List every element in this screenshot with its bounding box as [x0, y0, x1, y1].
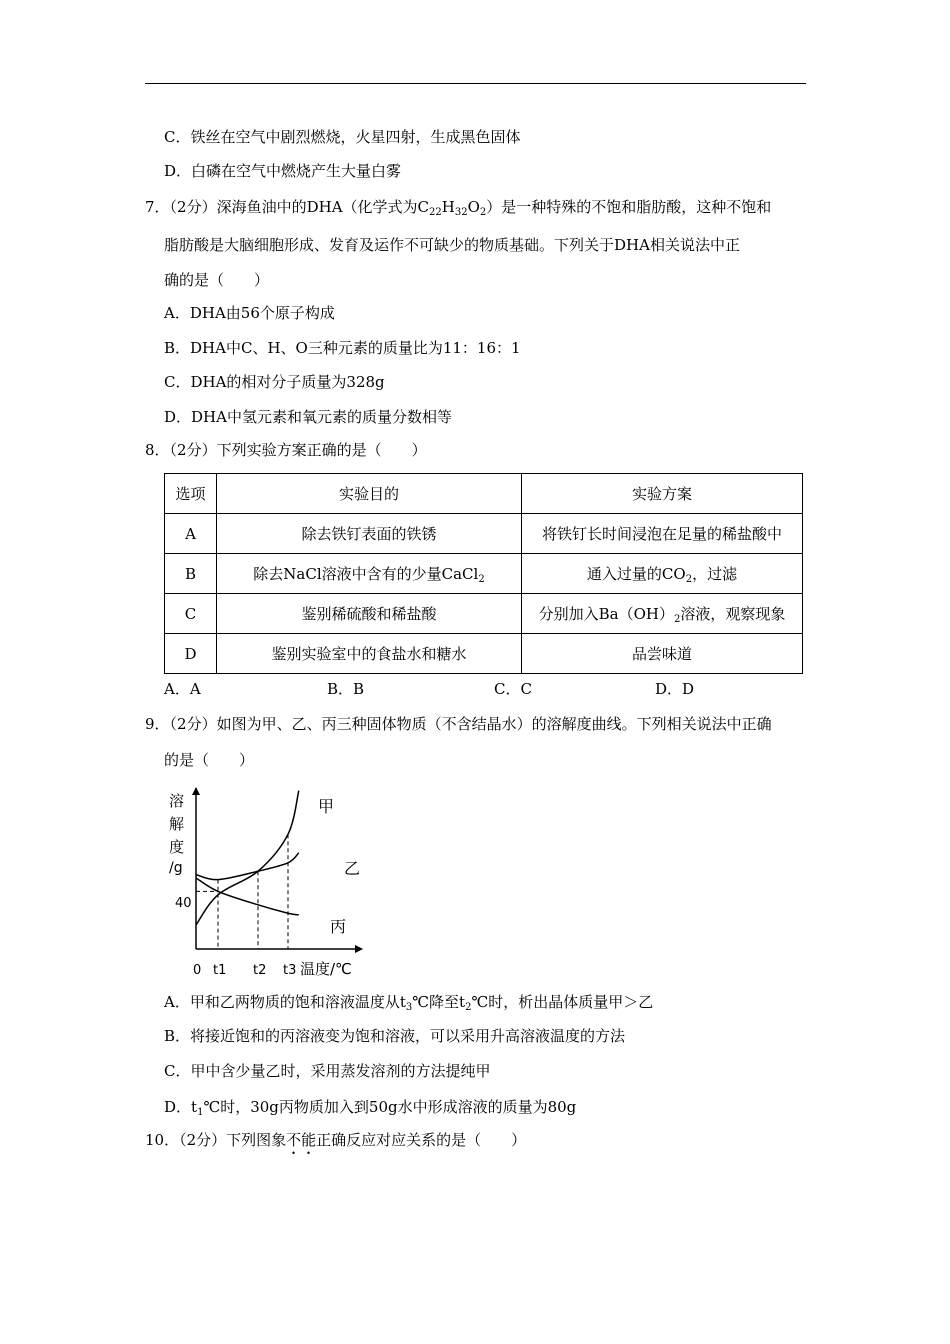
row-b-plan: 通入过量的$CO_2$，过滤 — [522, 554, 803, 594]
q8-stem: 8．（2分）下列实验方案正确的是（ ） — [145, 441, 427, 459]
row-c-purpose: 鉴别稀硫酸和稀盐酸 — [217, 594, 522, 634]
q9-option-b[interactable]: B．将接近饱和的丙溶液变为饱和溶液，可以采用升高溶液温度的方法 — [164, 1027, 626, 1045]
header-plan: 实验方案 — [522, 474, 803, 514]
y-axis-label-1: 溶 — [169, 792, 185, 810]
row-b-option: B — [165, 554, 217, 594]
emphasis-not: 不能 — [286, 1131, 317, 1149]
row-d-plan: 品尝味道 — [522, 634, 803, 674]
x-tick-t3: t3 — [283, 963, 297, 978]
table-row — [165, 554, 803, 594]
header-option: 选项 — [165, 474, 217, 514]
row-d-option: D — [165, 634, 217, 674]
curves — [196, 791, 299, 925]
q9-stem-line2: 的是（ ） — [164, 751, 255, 769]
y-tick-label: 40 — [175, 896, 192, 911]
q9-option-c[interactable]: C．甲中含少量乙时，采用蒸发溶剂的方法提纯甲 — [164, 1062, 491, 1080]
row-a-option: A — [165, 514, 217, 554]
table-row — [165, 514, 803, 554]
header-purpose: 实验目的 — [217, 474, 522, 514]
y-axis-label-4: /g — [169, 860, 183, 876]
q9-option-d[interactable]: D．$t_1℃$时，30g丙物质加入到50g水中形成溶液的质量为80g — [164, 1098, 577, 1118]
table-header-row — [165, 474, 803, 514]
q6-option-c[interactable]: C．铁丝在空气中剧烈燃烧，火星四射，生成黑色固体 — [164, 128, 521, 146]
q8-choice-d[interactable]: D．D — [655, 680, 695, 698]
q10-stem: 10．（2分）下列图象不能正确反应对应关系的是（ ） — [145, 1131, 527, 1149]
q6-option-d[interactable]: D．白磷在空气中燃烧产生大量白雾 — [164, 162, 402, 180]
row-c-option: C — [165, 594, 217, 634]
q8-table — [164, 473, 803, 674]
series-label-bing: 丙 — [330, 917, 347, 936]
header-rule — [145, 83, 806, 84]
table-row — [165, 594, 803, 634]
row-d-purpose: 鉴别实验室中的食盐水和糖水 — [217, 634, 522, 674]
table-row — [165, 634, 803, 674]
row-c-plan: 分别加入$Ba(OH)_2$溶液，观察现象 — [522, 594, 803, 634]
series-label-jia: 甲 — [318, 797, 335, 816]
q8-choice-a[interactable]: A．A — [164, 680, 201, 698]
y-axis-label-3: 度 — [169, 838, 185, 856]
row-b-purpose: 除去NaCl溶液中含有的少量CaCl$_2$ — [217, 554, 522, 594]
q9-stem-line1: 9．（2分）如图为甲、乙、丙三种固体物质（不含结晶水）的溶解度曲线。下列相关说法中正确 — [145, 715, 772, 733]
curve-bing — [196, 878, 299, 915]
q7-stem-line1: 7．（2分）深海鱼油中的DHA（化学式为$C_{22}H_{32}O_2$）是一种特殊的不饱和脂肪酸，这种不饱和 — [145, 198, 772, 218]
q8-choice-c[interactable]: C．C — [494, 680, 532, 698]
origin-label: 0 — [193, 963, 202, 978]
q7-stem-line2: 脂肪酸是大脑细胞形成、发育及运作不可缺少的物质基础。下列关于DHA相关说法中正 — [164, 236, 740, 254]
row-a-plan: 将铁钉长时间浸泡在足量的稀盐酸中 — [522, 514, 803, 554]
curve-jia — [196, 791, 299, 925]
y-axis-label-2: 解 — [169, 815, 185, 833]
q7-option-c[interactable]: C．DHA的相对分子质量为328g — [164, 373, 385, 391]
q9-option-a[interactable]: A．甲和乙两物质的饱和溶液温度从$t_3℃$降至$t_2℃$时，析出晶体质量甲＞乙 — [164, 993, 654, 1013]
guide-lines — [196, 834, 288, 949]
q8-choice-b[interactable]: B．B — [327, 680, 365, 698]
x-axis-label: 温度/℃ — [300, 960, 352, 978]
x-tick-t2: t2 — [253, 963, 267, 978]
curve-yi — [196, 853, 299, 880]
solubility-chart — [160, 782, 375, 982]
row-a-purpose: 除去铁钉表面的铁锈 — [217, 514, 522, 554]
series-label-yi: 乙 — [344, 859, 361, 878]
x-tick-t1: t1 — [213, 963, 227, 978]
q7-option-d[interactable]: D．DHA中氢元素和氧元素的质量分数相等 — [164, 408, 452, 426]
q7-stem-line3: 确的是（ ） — [164, 271, 270, 289]
q7-option-a[interactable]: A．DHA由56个原子构成 — [164, 304, 335, 322]
q7-option-b[interactable]: B．DHA中C、H、O三种元素的质量比为11：16：1 — [164, 339, 521, 357]
